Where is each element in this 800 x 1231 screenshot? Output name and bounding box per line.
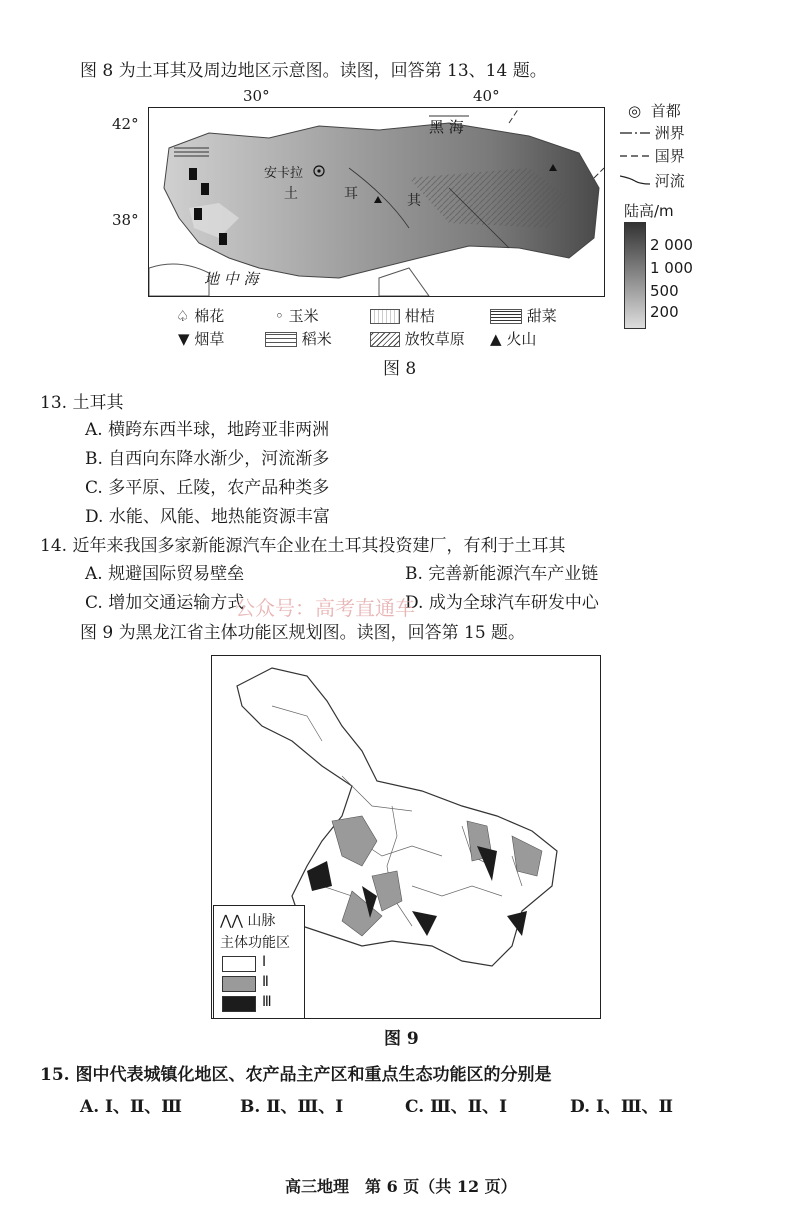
volcano-icon: ▲ xyxy=(490,330,502,348)
q14-option-c[interactable]: C. 增加交通运输方式 xyxy=(85,593,245,613)
legend-rice: 稻米 xyxy=(265,328,332,349)
fig9-intro: 图 9 为黑龙江省主体功能区规划图。读图，回答第 15 题。 xyxy=(80,623,526,643)
fig8-intro: 图 8 为土耳其及周边地区示意图。读图，回答第 13、14 题。 xyxy=(80,61,547,81)
cotton-icon: ♤ xyxy=(176,307,190,325)
sugar-beet-icon xyxy=(490,309,522,324)
elevation-title: 陆高/m xyxy=(624,202,674,220)
fig9-caption: 图 9 xyxy=(384,1029,419,1049)
fig8-caption: 图 8 xyxy=(383,359,417,379)
q15-option-a[interactable]: A. Ⅰ、Ⅱ、Ⅲ xyxy=(80,1097,183,1117)
national-boundary-icon xyxy=(620,151,650,161)
q13-option-c[interactable]: C. 多平原、丘陵，农产品种类多 xyxy=(85,478,330,498)
legend-corn: ◦ 玉米 xyxy=(275,307,319,325)
legend-capital: ◎ 首都 xyxy=(628,102,681,120)
lon-label-30: 30° xyxy=(243,87,270,105)
q13-option-b[interactable]: B. 自西向东降水渐少，河流渐多 xyxy=(85,449,330,469)
q15-stem: 15. 图中代表城镇化地区、农产品主产区和重点生态功能区的分别是 xyxy=(40,1065,552,1085)
legend-continent-boundary: 洲界 xyxy=(620,122,685,143)
q15-option-c[interactable]: C. Ⅲ、Ⅱ、Ⅰ xyxy=(405,1097,508,1117)
q14-option-a[interactable]: A. 规避国际贸易壁垒 xyxy=(85,564,245,584)
citrus-icon xyxy=(370,309,400,324)
turkey-map xyxy=(148,107,605,297)
legend-label-i: Ⅰ xyxy=(262,954,267,970)
elev-tick-200: 200 xyxy=(650,303,679,321)
legend-tobacco: ▼ 烟草 xyxy=(178,330,225,348)
legend-swatch-iii xyxy=(222,996,256,1012)
elevation-bar xyxy=(624,222,646,329)
turkey-label-2: 耳 xyxy=(344,186,358,202)
tobacco-icon: ▼ xyxy=(178,330,190,348)
turkey-label-1: 土 xyxy=(284,186,298,202)
q14-option-b[interactable]: B. 完善新能源汽车产业链 xyxy=(405,564,599,584)
q14-option-d[interactable]: D. 成为全球汽车研发中心 xyxy=(405,593,599,613)
legend-mountain: ⋀⋀ 山脉 xyxy=(220,913,276,929)
lon-label-40: 40° xyxy=(473,87,500,105)
legend-river: 河流 xyxy=(620,170,685,191)
q15-option-d[interactable]: D. Ⅰ、Ⅲ、Ⅱ xyxy=(570,1097,673,1117)
black-sea-label: 黑 海 xyxy=(429,118,464,136)
continent-boundary-icon xyxy=(620,128,650,138)
legend-pasture: 放牧草原 xyxy=(370,328,465,349)
fig9-legend xyxy=(213,905,305,1019)
legend-label-iii: Ⅲ xyxy=(262,994,272,1010)
elev-tick-1000: 1 000 xyxy=(650,259,693,277)
q13-option-d[interactable]: D. 水能、风能、地热能资源丰富 xyxy=(85,507,330,527)
corn-icon: ◦ xyxy=(275,307,284,325)
legend-cotton: ♤ 棉花 xyxy=(176,307,225,325)
ankara-label: 安卡拉 xyxy=(264,166,304,181)
legend-citrus: 柑桔 xyxy=(370,305,435,326)
capital-icon: ◎ xyxy=(628,102,642,120)
lat-label-38: 38° xyxy=(112,211,139,229)
rice-icon xyxy=(265,332,297,347)
q14-stem: 14. 近年来我国多家新能源汽车企业在土耳其投资建厂，有利于土耳其 xyxy=(40,536,566,556)
mediterranean-label: 地 中 海 xyxy=(204,270,259,288)
legend-label-ii: Ⅱ xyxy=(262,974,269,990)
legend-sugar-beet: 甜菜 xyxy=(490,305,557,326)
legend-title: 主体功能区 xyxy=(220,935,290,951)
legend-national-boundary: 国界 xyxy=(620,145,685,166)
elev-tick-2000: 2 000 xyxy=(650,236,693,254)
legend-swatch-ii xyxy=(222,976,256,992)
legend-volcano: ▲ 火山 xyxy=(490,330,537,348)
pasture-icon xyxy=(370,332,400,347)
page-footer: 高三地理 第 6 页（共 12 页） xyxy=(285,1177,517,1196)
q13-stem: 13. 土耳其 xyxy=(40,393,124,413)
elev-tick-500: 500 xyxy=(650,282,679,300)
watermark: 公众号：高考直通车 xyxy=(235,596,415,620)
lat-label-42: 42° xyxy=(112,115,139,133)
legend-swatch-i xyxy=(222,956,256,972)
q15-option-b[interactable]: B. Ⅱ、Ⅲ、Ⅰ xyxy=(240,1097,344,1117)
mountain-icon: ⋀⋀ xyxy=(220,913,243,929)
river-icon xyxy=(620,174,650,186)
turkey-label-3: 其 xyxy=(407,193,421,209)
q13-option-a[interactable]: A. 横跨东西半球，地跨亚非两洲 xyxy=(85,420,330,440)
